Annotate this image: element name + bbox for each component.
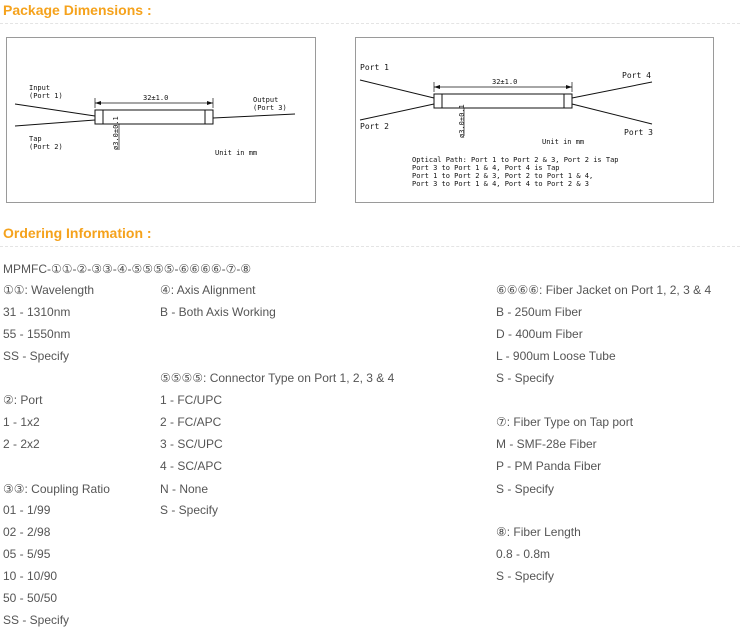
ordering-option: B - Both Axis Working	[160, 305, 276, 319]
ordering-option: ⑦: Fiber Type on Tap port	[496, 415, 634, 429]
ordering-option: 10 - 10/90	[3, 569, 58, 583]
ordering-option: 01 - 1/99	[3, 503, 51, 517]
ordering-option: S - Specify	[160, 503, 219, 517]
d2-path-line-4: Port 3 to Port 1 & 4, Port 4 to Port 2 & 3	[412, 180, 590, 188]
ordering-option: M - SMF-28e Fiber	[496, 437, 597, 451]
ordering-option: ④: Axis Alignment	[160, 283, 256, 297]
d2-port3-label: Port 3	[624, 128, 653, 137]
ordering-option: D - 400um Fiber	[496, 327, 583, 341]
ordering-option: 31 - 1310nm	[3, 305, 71, 319]
d2-path-line-3: Port 1 to Port 2 & 3, Port 2 to Port 1 & 4,	[412, 172, 594, 180]
ordering-option: 3 - SC/UPC	[160, 437, 223, 451]
ordering-option: ③③: Coupling Ratio	[3, 482, 110, 496]
d2-port2-label: Port 2	[360, 122, 389, 131]
ordering-option: S - Specify	[496, 371, 555, 385]
ordering-option: 4 - SC/APC	[160, 459, 223, 473]
d1-tap-port-label: (Port 2)	[29, 143, 63, 151]
ordering-option: L - 900um Loose Tube	[496, 349, 616, 363]
d1-output-port-label: (Port 3)	[253, 104, 287, 112]
ordering-option: 0.8 - 0.8m	[496, 547, 551, 561]
ordering-option: P - PM Panda Fiber	[496, 459, 602, 473]
d1-input-port-label: (Port 1)	[29, 92, 63, 100]
d2-unit-label: Unit in mm	[542, 138, 585, 146]
ordering-option: 05 - 5/95	[3, 547, 51, 561]
ordering-option: 02 - 2/98	[3, 525, 51, 539]
package-dimensions-heading: Package Dimensions :	[3, 2, 152, 18]
diagram-2x2-coupler	[355, 37, 714, 203]
ordering-option: 50 - 50/50	[3, 591, 58, 605]
ordering-option: ⑥⑥⑥⑥: Fiber Jacket on Port 1, 2, 3 & 4	[496, 283, 712, 297]
ordering-information-heading: Ordering Information :	[3, 225, 152, 241]
d2-path-line-2: Port 3 to Port 1 & 4, Port 4 is Tap	[412, 164, 560, 172]
diagram-1x2-drawing	[7, 38, 315, 202]
ordering-option: 55 - 1550nm	[3, 327, 71, 341]
d1-output-label: Output	[253, 96, 279, 104]
d1-tap-label: Tap	[29, 135, 42, 143]
diagram-2x2-drawing	[356, 38, 713, 202]
model-code: MPMFC-①①-②-③③-④-⑤⑤⑤⑤-⑥⑥⑥⑥-⑦-⑧	[3, 262, 252, 276]
ordering-option: 1 - 1x2	[3, 415, 40, 429]
ordering-option: 2 - 2x2	[3, 437, 40, 451]
ordering-option: ⑤⑤⑤⑤: Connector Type on Port 1, 2, 3 & 4	[160, 371, 395, 385]
ordering-option: ⑧: Fiber Length	[496, 525, 581, 539]
d2-path-line-1: Optical Path: Port 1 to Port 2 & 3, Port 2 is Tap	[412, 156, 619, 164]
d1-unit-label: Unit in mm	[215, 149, 258, 157]
ordering-option: ①①: Wavelength	[3, 283, 95, 297]
ordering-option: ②: Port	[3, 393, 43, 407]
ordering-option: SS - Specify	[3, 613, 70, 627]
divider	[0, 23, 740, 24]
ordering-option: S - Specify	[496, 569, 555, 583]
ordering-option: S - Specify	[496, 482, 555, 496]
ordering-option: B - 250um Fiber	[496, 305, 583, 319]
ordering-option: SS - Specify	[3, 349, 70, 363]
d1-length-label: 32±1.0	[143, 94, 169, 102]
d2-port4-label: Port 4	[622, 71, 651, 80]
diagram-1x2-coupler	[6, 37, 316, 203]
ordering-option: 1 - FC/UPC	[160, 393, 223, 407]
d2-diameter-label: ø3.0±0.1	[458, 104, 466, 138]
d1-diameter-label: ø3.0±0.1	[112, 116, 120, 150]
divider	[0, 246, 740, 247]
ordering-option: N - None	[160, 482, 209, 496]
d2-length-label: 32±1.0	[492, 78, 518, 86]
ordering-option: 2 - FC/APC	[160, 415, 222, 429]
d1-input-label: Input	[29, 84, 51, 92]
d2-port1-label: Port 1	[360, 63, 389, 72]
